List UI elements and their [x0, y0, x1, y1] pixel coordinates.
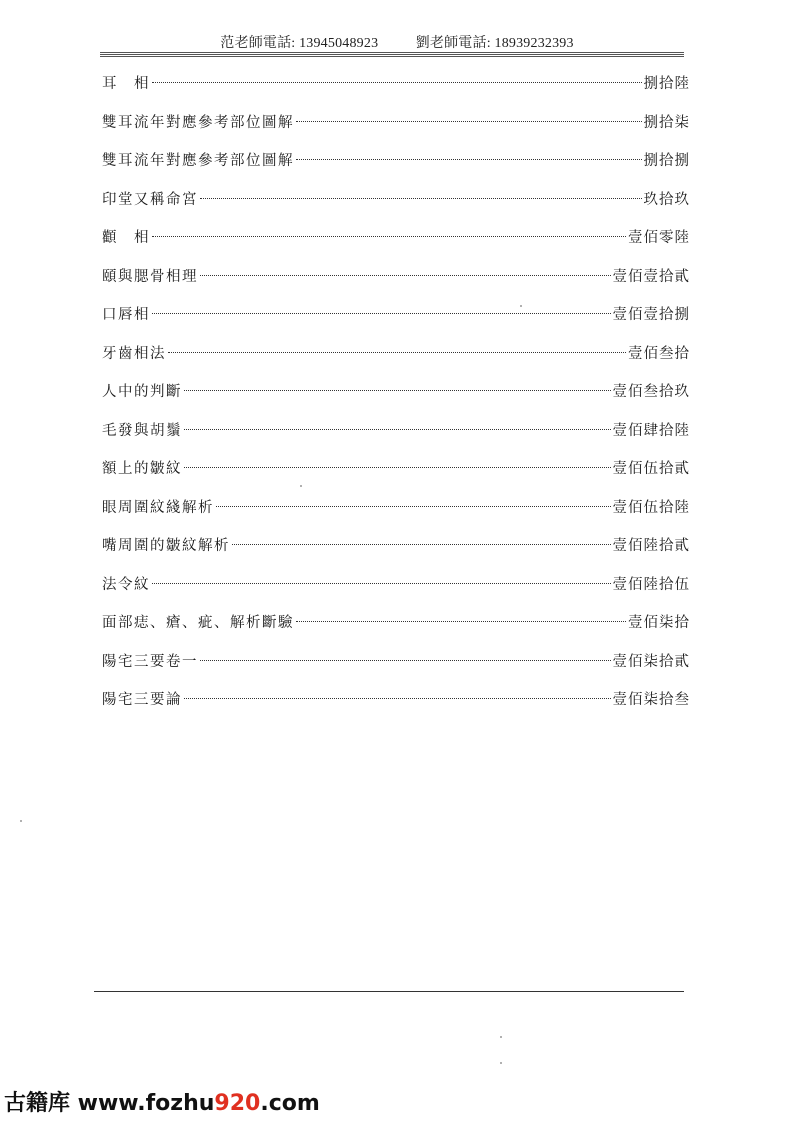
toc-leader-dots	[184, 429, 611, 430]
toc-entry[interactable]	[90, 453, 690, 492]
toc-entry[interactable]	[90, 376, 690, 415]
scan-speck	[520, 305, 522, 307]
toc-leader-dots	[184, 698, 611, 699]
scan-speck	[20, 820, 22, 822]
toc-entry-page: 壹佰陸拾伍	[612, 576, 690, 593]
toc-entry-title: 顴 相	[102, 230, 150, 246]
toc-entry[interactable]	[90, 607, 690, 646]
toc-entry-title: 陽宅三要卷一	[102, 653, 198, 670]
toc-entry-title: 毛發與胡鬚	[102, 422, 182, 439]
toc-leader-dots	[152, 82, 642, 83]
toc-leader-dots	[168, 352, 626, 353]
toc-entry[interactable]	[90, 299, 690, 338]
toc-entry-page: 捌拾柒	[643, 114, 690, 131]
toc-leader-dots	[184, 390, 611, 391]
toc-entry-title: 法令紋	[102, 576, 150, 593]
toc-entry-title: 嘴周圍的皺紋解析	[102, 538, 230, 554]
toc-leader-dots	[232, 544, 611, 545]
toc-leader-dots	[296, 159, 642, 160]
toc-leader-dots	[216, 506, 611, 507]
toc-entry-title: 眼周圍紋綫解析	[102, 499, 214, 516]
toc-entry[interactable]	[90, 145, 690, 184]
toc-leader-dots	[200, 275, 611, 276]
toc-entry[interactable]	[90, 646, 690, 685]
toc-entry[interactable]	[90, 261, 690, 300]
toc-entry-page: 捌拾捌	[643, 153, 690, 169]
toc-entry-title: 口唇相	[102, 307, 150, 323]
toc-entry-title: 雙耳流年對應參考部位圖解	[102, 114, 294, 131]
toc-entry-page: 壹佰陸拾貳	[612, 538, 690, 554]
header-rule	[100, 52, 684, 58]
toc-entry-page: 壹佰肆拾陸	[612, 422, 690, 439]
toc-leader-dots	[200, 198, 642, 199]
toc-entry[interactable]	[90, 684, 690, 723]
toc-entry[interactable]	[90, 530, 690, 569]
toc-entry-title: 陽宅三要論	[102, 692, 182, 708]
toc-entry-title: 面部痣、瘡、疵、解析斷驗	[102, 615, 294, 631]
toc-entry-title: 印堂又稱命宮	[102, 191, 198, 208]
scan-speck	[500, 1062, 502, 1064]
toc-entry-page: 壹佰零陸	[628, 230, 690, 246]
toc-entry[interactable]	[90, 222, 690, 261]
toc-entry-page: 玖拾玖	[643, 191, 690, 208]
toc-leader-dots	[296, 621, 626, 622]
scan-speck	[500, 1036, 502, 1038]
toc-entry-title: 額上的皺紋	[102, 461, 182, 477]
toc-entry-title: 人中的判斷	[102, 384, 182, 400]
contact-fan: 范老師電話: 13945048923	[220, 36, 379, 51]
toc-entry-page: 壹佰柒拾貳	[612, 653, 690, 670]
toc-entry-title: 耳 相	[102, 76, 150, 92]
toc-entry-page: 壹佰叁拾玖	[612, 384, 690, 400]
toc-entry-title: 雙耳流年對應參考部位圖解	[102, 153, 294, 169]
footer-rule	[94, 991, 684, 992]
toc-entry[interactable]	[90, 338, 690, 377]
toc-entry-page: 壹佰叁拾	[628, 345, 690, 362]
toc-entry[interactable]	[90, 492, 690, 531]
toc-entry[interactable]	[90, 184, 690, 223]
toc-leader-dots	[152, 583, 611, 584]
toc-entry[interactable]	[90, 68, 690, 107]
toc-entry[interactable]	[90, 107, 690, 146]
toc-entry[interactable]	[90, 415, 690, 454]
toc-entry-page: 壹佰伍拾陸	[612, 499, 690, 516]
toc-entry-title: 牙齒相法	[102, 345, 166, 362]
toc-entry-page: 壹佰伍拾貳	[612, 461, 690, 477]
toc-entry-page: 壹佰壹拾捌	[612, 307, 690, 323]
page-header	[0, 32, 794, 52]
toc-entry-page: 壹佰柒拾	[628, 615, 690, 631]
toc-entry-page: 壹佰壹拾貳	[612, 268, 690, 285]
table-of-contents	[90, 68, 690, 723]
scan-speck	[300, 485, 302, 487]
toc-entry-page: 捌拾陸	[643, 76, 690, 92]
watermark: 古籍库 www.fozhu920.com	[4, 1091, 320, 1116]
contact-liu: 劉老師電話: 18939232393	[415, 36, 574, 51]
toc-entry[interactable]	[90, 569, 690, 608]
toc-leader-dots	[152, 236, 626, 237]
toc-leader-dots	[200, 660, 611, 661]
toc-entry-page: 壹佰柒拾叁	[612, 692, 690, 708]
toc-leader-dots	[152, 313, 611, 314]
toc-entry-title: 頤與腮骨相理	[102, 268, 198, 285]
toc-leader-dots	[296, 121, 642, 122]
toc-leader-dots	[184, 467, 611, 468]
